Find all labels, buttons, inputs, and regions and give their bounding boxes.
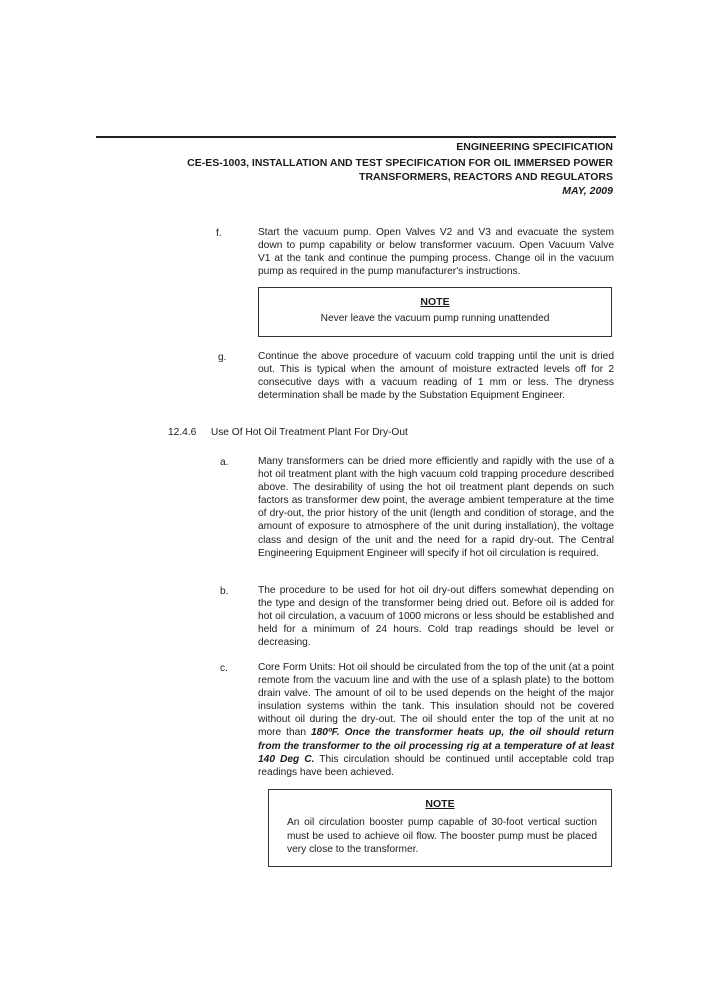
item-a-text: Many transformers can be dried more efficiently and rapidly with the use of a hot oil treatment plant with the high vacuum cold trapping procedure described above. The desirability of using the hot oil treatment plant depends on such factors as transformer dew point, the average ambient temperature at the time of dry-out, the prior history of the unit (length and condition of storage, and the amount of exposure to atmosphere of the unit during installation), the voltage class and design of the unit and the need for a rapid dry-out. The Central Engineering Equipment Engineer will specify if hot oil circulation is required. xyxy=(258,456,614,559)
note-box-vacuum xyxy=(258,287,612,337)
section-heading xyxy=(168,427,408,438)
specification-title-line2: TRANSFORMERS, REACTORS AND REGULATORS xyxy=(359,171,613,183)
item-c-label: c. xyxy=(220,663,228,674)
section-number: 12.4.6 xyxy=(168,427,197,438)
item-f-text: Start the vacuum pump. Open Valves V2 and V3 and evacuate the system down to pump capability or below transformer vacuum. Open Vacuum Valve V1 at the tank and continue the pumping process. Change oil in the vacuum pump as required in the pump manufacturer's instructions. xyxy=(258,227,614,278)
item-g-text: Continue the above procedure of vacuum cold trapping until the unit is dried out. This is typical when the amount of moisture extracted levels off for 2 consecutive days with a vacuum reading of 1 mm or less. The dryness determination shall be made by the Substation Equipment Engineer. xyxy=(258,351,614,402)
item-c-text-part1: Core Form Units: Hot oil should be circulated from the top of the unit (at a point remote from the vacuum line and with the use of a splash plate) to the bottom drain valve. The amount of oil to be used depends on the height of the major insulation systems within the tank. This insulation should not be covered without oil during the dry-out. The oil should enter the top of the unit at no more than xyxy=(258,662,614,739)
note-title: NOTE xyxy=(420,296,450,308)
note-title: NOTE xyxy=(425,798,455,810)
item-b-text: The procedure to be used for hot oil dry-out differs somewhat depending on the type and design of the transformer being dried out. Before oil is added for hot oil circulation, a vacuum of 1000 microns or less should be established and held for a minimum of 24 hours. Cold trap readings should be level or decreasing. xyxy=(258,585,614,649)
note-text: An oil circulation booster pump capable of 30-foot vertical suction must be used to achieve oil flow. The booster pump must be placed very close to the transformer. xyxy=(287,817,597,855)
item-a-label: a. xyxy=(220,457,229,468)
item-c-text-part2: This circulation should be continued until acceptable cold trap readings have been achieved. xyxy=(258,753,615,778)
header-rule xyxy=(96,136,616,138)
note-text: Never leave the vacuum pump running unattended xyxy=(320,313,550,324)
document-type-title: ENGINEERING SPECIFICATION xyxy=(456,141,613,153)
document-date: MAY, 2009 xyxy=(562,185,613,197)
item-c-text xyxy=(258,661,614,779)
item-g-label: g. xyxy=(218,352,227,363)
item-c-temperature: 180ºF. xyxy=(310,727,340,739)
specification-title-line1: CE-ES-1003, INSTALLATION AND TEST SPECIFICATION FOR OIL IMMERSED POWER xyxy=(187,157,613,169)
item-c-emphasis: Once the transformer heats up, the oil should return from the transformer to the oil processing rig at a temperature of at least 140 Deg C. xyxy=(258,727,614,765)
note-box-booster-pump xyxy=(268,789,612,867)
item-f-label: f. xyxy=(216,228,222,239)
section-title: Use Of Hot Oil Treatment Plant For Dry-Out xyxy=(210,427,408,438)
item-b-label: b. xyxy=(220,586,229,597)
specification-title xyxy=(187,156,613,184)
